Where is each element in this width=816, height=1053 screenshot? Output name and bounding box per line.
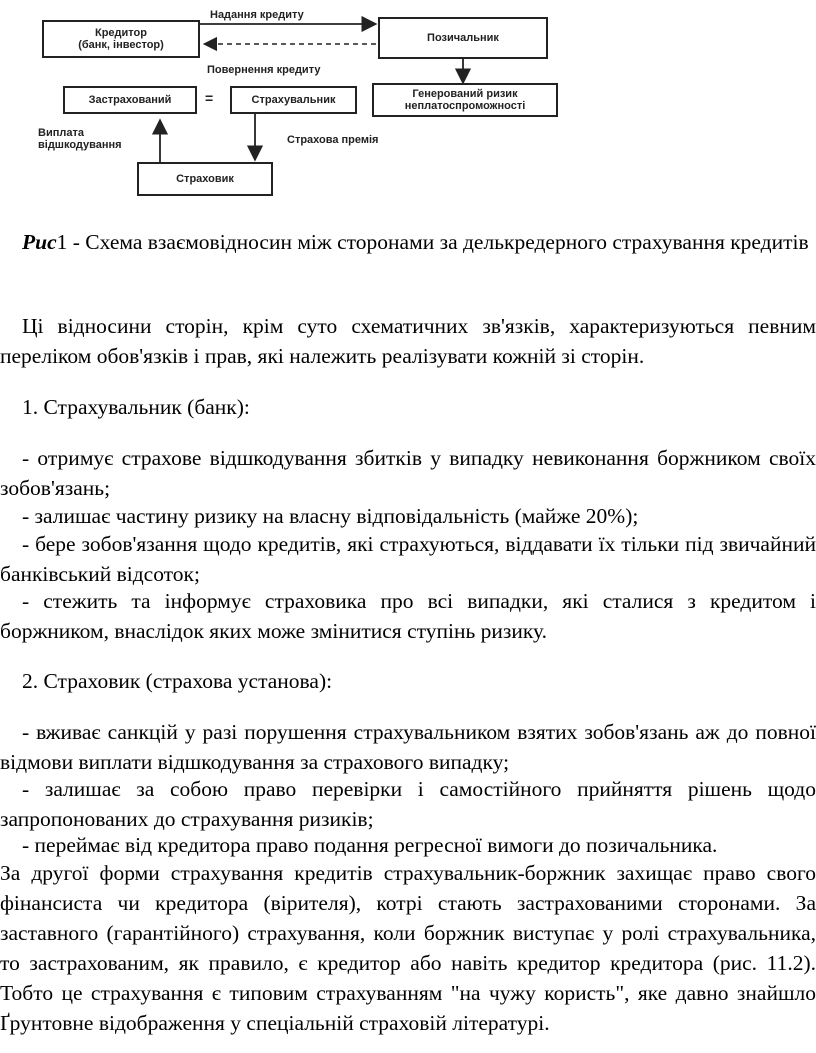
section-heading-insurant: 1. Страхувальник (банк): [22,395,250,419]
intro-paragraph: Ці відносини сторін, крім суто схематичних зв'язків, характеризуються певним переліком обов'язків і прав, які належить реалізувати кожній зі сторін. [0,314,816,368]
insurant-item-3: - бере зобов'язання щодо кредитів, які страхуються, віддавати їх тільки під звичайний банківський відсоток; [0,532,816,586]
insurant-item-2: - залишає частину ризику на власну відповідальність (майже 20%); [22,504,639,528]
label-credit-provision: Надання кредиту [210,9,304,21]
figure-caption [0,227,816,257]
final-paragraph: За другої форми страхування кредитів страхувальник-боржник захищає право свого фінансиста чи кредитора (вірителя), котрі стають застрахованими сторонами. За заставного (гарантійного) страхування, коли боржник виступає у ролі страхувальника, то застрахованим, як правило, є кредитор або навіть кредитор кредитора (рис. 11.2). Тобто це страхування є типовим страхуванням "на чужу користь", яке давно знайшло Ґрунтовне відображення у спеціальній страховій літературі. [0,861,816,1035]
credit-insurance-diagram [0,0,816,215]
insurer-item-1: - вживає санкцій у разі порушення страхувальником взятих зобов'язань аж до повної відмови виплати відшкодування за страхового випадку; [0,720,816,774]
insurer-item-3: - переймає від кредитора право подання регресної вимоги до позичальника. [22,833,718,857]
box-creditor: Кредитор (банк, інвестор) [42,20,200,58]
box-insured: Застрахований [63,86,197,114]
box-risk: Генерований ризик неплатоспроможності [372,83,558,117]
caption-text: 1 - Схема взаємовідносин між сторонами за делькредерного страхування кредитів [56,230,809,254]
box-borrower: Позичальник [378,17,548,59]
box-insurer: Страховик [137,162,273,196]
box-insurant: Страхувальник [230,86,357,114]
label-compensation: Виплата відшкодування [38,127,122,151]
equals-sign: = [205,90,214,106]
insurant-item-4: - стежить та інформує страховика про всі випадки, які сталися з кредитом і боржником, внаслідок яких може змінитися ступінь ризику. [0,589,816,643]
insurer-item-2: - залишає за собою право перевірки і самостійного прийняття рішень щодо запропонованих до страхування ризиків; [0,777,816,831]
label-premium: Страхова премія [287,134,379,146]
label-credit-return: Повернення кредиту [207,64,321,76]
section-heading-insurer: 2. Страховик (страхова установа): [22,669,333,693]
caption-prefix: Рис [22,230,57,254]
insurant-item-1: - отримує страхове відшкодування збитків у випадку невиконання боржником своїх зобов'язань; [0,446,816,500]
